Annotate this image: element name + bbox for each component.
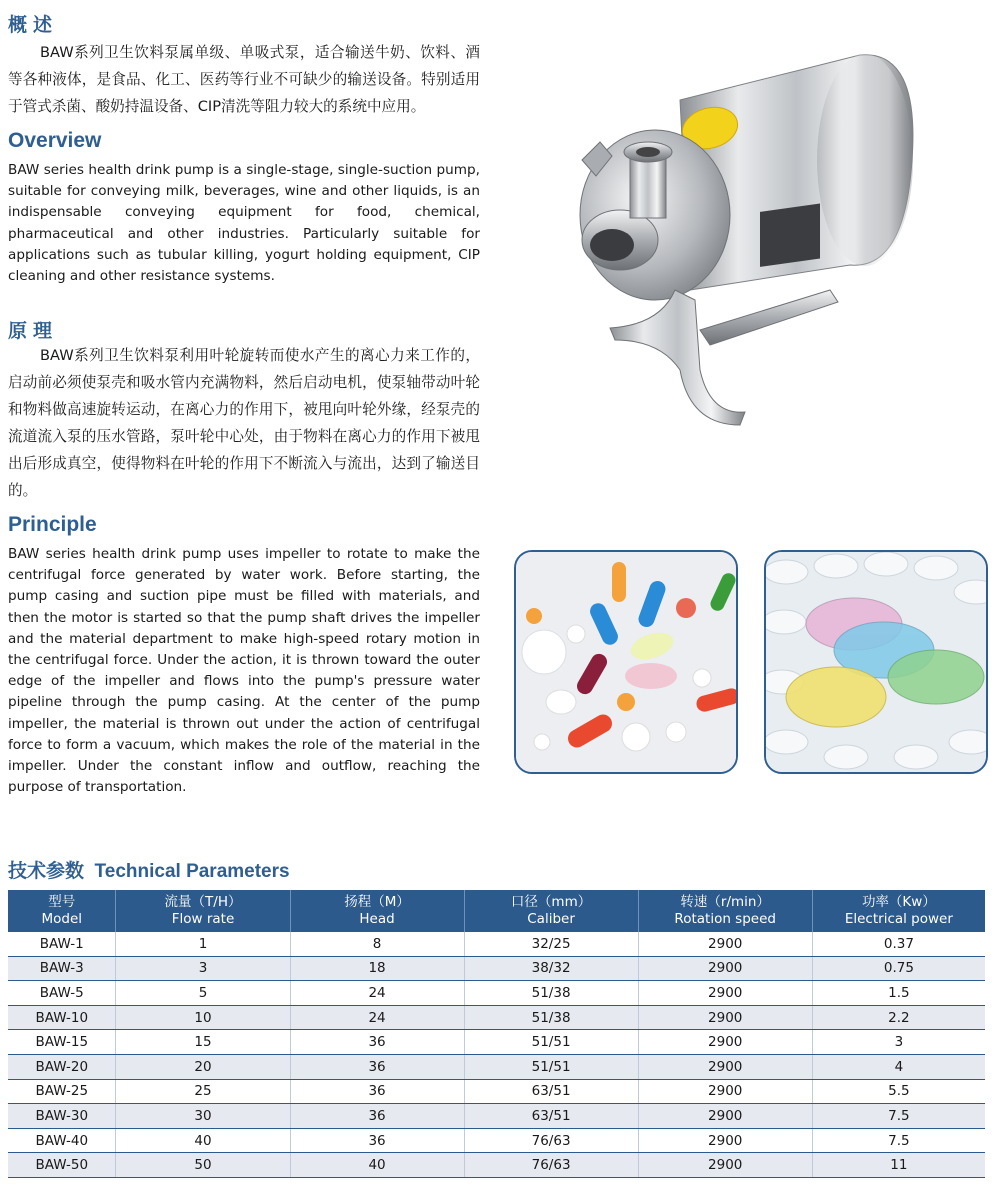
table-row xyxy=(8,1079,985,1104)
table-cell: 30 xyxy=(116,1104,290,1129)
table-cell: 51/38 xyxy=(464,981,638,1006)
header-en-label: Model xyxy=(41,911,83,927)
table-cell: 3 xyxy=(812,1030,985,1055)
table-cell: 2900 xyxy=(638,956,812,981)
table-cell: BAW-20 xyxy=(8,1054,116,1079)
table-cell: 2900 xyxy=(638,1030,812,1055)
table-cell: BAW-3 xyxy=(8,956,116,981)
table-cell: 0.37 xyxy=(812,932,985,956)
params-title: 技术参数 Technical Parameters xyxy=(8,861,290,882)
table-cell: BAW-30 xyxy=(8,1104,116,1129)
header-cn-label: 扬程（M） xyxy=(344,894,410,910)
table-row xyxy=(8,981,985,1006)
table-cell: 36 xyxy=(290,1104,464,1129)
header-en-label: Flow rate xyxy=(171,911,235,927)
table-cell: 7.5 xyxy=(812,1104,985,1129)
overview-cn-text: BAW系列卫生饮料泵属单级、单吸式泵，适合输送牛奶、饮料、酒等各种液体，是食品、化工、医药等行业不可缺少的输送设备。特别适用于管式杀菌、酸奶持温设备、CIP清洗等阻力较大的系统中应用。 xyxy=(8,44,480,115)
table-cell: 36 xyxy=(290,1079,464,1104)
table-cell: 1 xyxy=(116,932,290,956)
header-cn-label: 功率（Kw） xyxy=(861,894,936,910)
table-cell: 51/38 xyxy=(464,1005,638,1030)
table-row xyxy=(8,1005,985,1030)
table-cell: 63/51 xyxy=(464,1079,638,1104)
params-header-cell xyxy=(812,890,985,932)
table-cell: 18 xyxy=(290,956,464,981)
params-header-cell xyxy=(8,890,116,932)
header-cn-label: 转速（r/min） xyxy=(680,894,770,910)
table-cell: 38/32 xyxy=(464,956,638,981)
overview-en-text: BAW series health drink pump is a single-stage, single-suction pump, suitable for conveying milk, beverages, wine and other liquids, is an indispensable conveying equipment for food, chemical, pharmaceutical and other industries. Particularly suitable for applications such as tubular killing, yogurt holding equipment, CIP cleaning and other resistance systems. xyxy=(8,162,480,285)
table-cell: 2900 xyxy=(638,1128,812,1153)
table-cell: 4 xyxy=(812,1054,985,1079)
table-cell: 2900 xyxy=(638,1153,812,1178)
table-cell: 76/63 xyxy=(464,1153,638,1178)
header-en-label: Caliber xyxy=(527,911,575,927)
principle-en-heading: Principle xyxy=(8,513,97,536)
table-cell: BAW-40 xyxy=(8,1128,116,1153)
table-cell: 0.75 xyxy=(812,956,985,981)
table-cell: 2900 xyxy=(638,981,812,1006)
table-cell: 63/51 xyxy=(464,1104,638,1129)
pills-photo xyxy=(514,550,738,774)
table-cell: 2900 xyxy=(638,932,812,956)
petri-dish-photo xyxy=(764,550,988,774)
principle-en-text: BAW series health drink pump uses impeller to rotate to make the centrifugal force generated by water work. Before starting, the pump casing and suction pipe must be filled with materials, and then the motor is started so that the pump shaft drives the impeller and the material department to make high-speed rotary motion in the centrifugal force. Under the action, it is thrown toward the outer edge of the impeller and flows into the pump's pressure water pipeline through the pump casing. At the center of the pump impeller, the material is thrown out under the action of centrifugal force to form a vacuum, which makes the role of the material in the impeller. Under the constant inflow and outflow, reaching the purpose of transportation. xyxy=(8,546,480,796)
table-cell: 5.5 xyxy=(812,1079,985,1104)
table-cell: 36 xyxy=(290,1054,464,1079)
overview-cn-heading: 概述 xyxy=(8,14,59,36)
table-cell: 2900 xyxy=(638,1054,812,1079)
table-row xyxy=(8,1153,985,1178)
table-cell: 7.5 xyxy=(812,1128,985,1153)
params-header-cell xyxy=(290,890,464,932)
overview-en-heading: Overview xyxy=(8,129,102,152)
table-cell: BAW-10 xyxy=(8,1005,116,1030)
table-cell: 25 xyxy=(116,1079,290,1104)
table-cell: BAW-15 xyxy=(8,1030,116,1055)
header-cn-label: 口径（mm） xyxy=(510,894,592,910)
table-cell: BAW-50 xyxy=(8,1153,116,1178)
table-cell: 51/51 xyxy=(464,1030,638,1055)
table-cell: 2900 xyxy=(638,1005,812,1030)
pump-product-image xyxy=(560,40,940,430)
header-en-label: Electrical power xyxy=(844,911,953,927)
table-cell: 32/25 xyxy=(464,932,638,956)
table-cell: 76/63 xyxy=(464,1128,638,1153)
table-cell: 15 xyxy=(116,1030,290,1055)
header-cn-label: 流量（T/H） xyxy=(164,894,242,910)
header-en-label: Head xyxy=(359,911,395,927)
table-row xyxy=(8,1030,985,1055)
header-en-label: Rotation speed xyxy=(674,911,776,927)
table-cell: 36 xyxy=(290,1030,464,1055)
table-cell: 40 xyxy=(116,1128,290,1153)
table-cell: BAW-1 xyxy=(8,932,116,956)
table-cell: 11 xyxy=(812,1153,985,1178)
table-row xyxy=(8,1128,985,1153)
table-row xyxy=(8,1054,985,1079)
params-table xyxy=(8,890,985,1178)
header-cn-label: 型号 xyxy=(48,894,76,910)
table-cell: 2900 xyxy=(638,1104,812,1129)
table-row xyxy=(8,956,985,981)
principle-cn-heading: 原理 xyxy=(8,320,59,342)
table-cell: 8 xyxy=(290,932,464,956)
params-header-cell xyxy=(638,890,812,932)
table-cell: 2900 xyxy=(638,1079,812,1104)
table-cell: 36 xyxy=(290,1128,464,1153)
table-cell: 51/51 xyxy=(464,1054,638,1079)
table-row xyxy=(8,932,985,956)
params-header-cell xyxy=(464,890,638,932)
table-cell: 2.2 xyxy=(812,1005,985,1030)
table-cell: 5 xyxy=(116,981,290,1006)
table-cell: 1.5 xyxy=(812,981,985,1006)
table-cell: 3 xyxy=(116,956,290,981)
principle-cn-text: BAW系列卫生饮料泵利用叶轮旋转而使水产生的离心力来工作的，启动前必须使泵壳和吸水管内充满物料，然后启动电机，使泵轴带动叶轮和物料做高速旋转运动，在离心力的作用下，被甩向叶轮外缘，经泵壳的流道流入泵的压水管路，泵叶轮中心处，由于物料在离心力的作用下被甩出后形成真空，使得物料在叶轮的作用下不断流入与流出，达到了输送目的。 xyxy=(8,347,480,499)
table-cell: 24 xyxy=(290,981,464,1006)
table-cell: BAW-25 xyxy=(8,1079,116,1104)
table-cell: 10 xyxy=(116,1005,290,1030)
table-cell: 40 xyxy=(290,1153,464,1178)
table-cell: BAW-5 xyxy=(8,981,116,1006)
table-cell: 24 xyxy=(290,1005,464,1030)
table-cell: 50 xyxy=(116,1153,290,1178)
table-row xyxy=(8,1104,985,1129)
table-cell: 20 xyxy=(116,1054,290,1079)
params-header-cell xyxy=(116,890,290,932)
